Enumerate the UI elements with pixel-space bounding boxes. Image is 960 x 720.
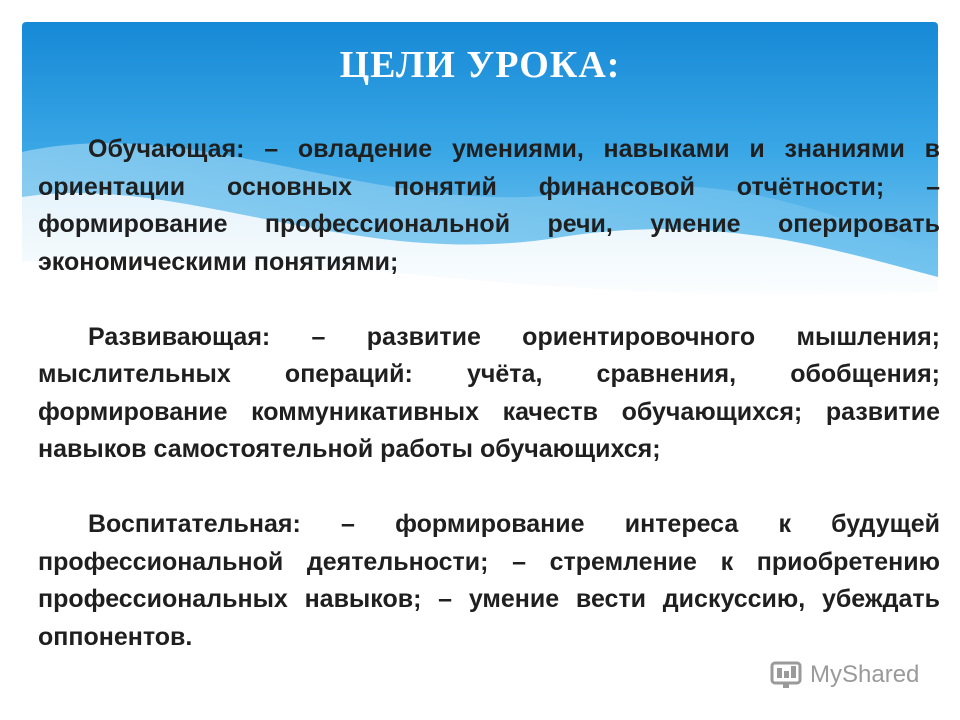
watermark-text: MyShared <box>810 661 920 688</box>
myshared-logo-icon <box>768 657 804 693</box>
paragraph-educational: Обучающая: – овладение умениями, навыками и знаниями в ориентации основных понятий финансовой отчётности; – формирование профессиональной речи, умение оперировать экономическими понятиями; <box>38 135 940 276</box>
paragraph-upbringing: Воспитательная: – формирование интереса к будущей профессиональной деятельности; – стремление к приобретению профессиональных навыков; – умение вести дискуссию, убеждать оппонентов. <box>38 510 940 651</box>
slide-content <box>38 131 940 656</box>
paragraph-developmental: Развивающая: – развитие ориентировочного мышления; мыслительных операций: учёта, сравнения, обобщения; формирование коммуникативных качеств обучающихся; развитие навыков самостоятельной работы обучающихся; <box>38 322 940 463</box>
slide-title: ЦЕЛИ УРОКА: <box>339 44 621 86</box>
watermark <box>768 655 919 695</box>
